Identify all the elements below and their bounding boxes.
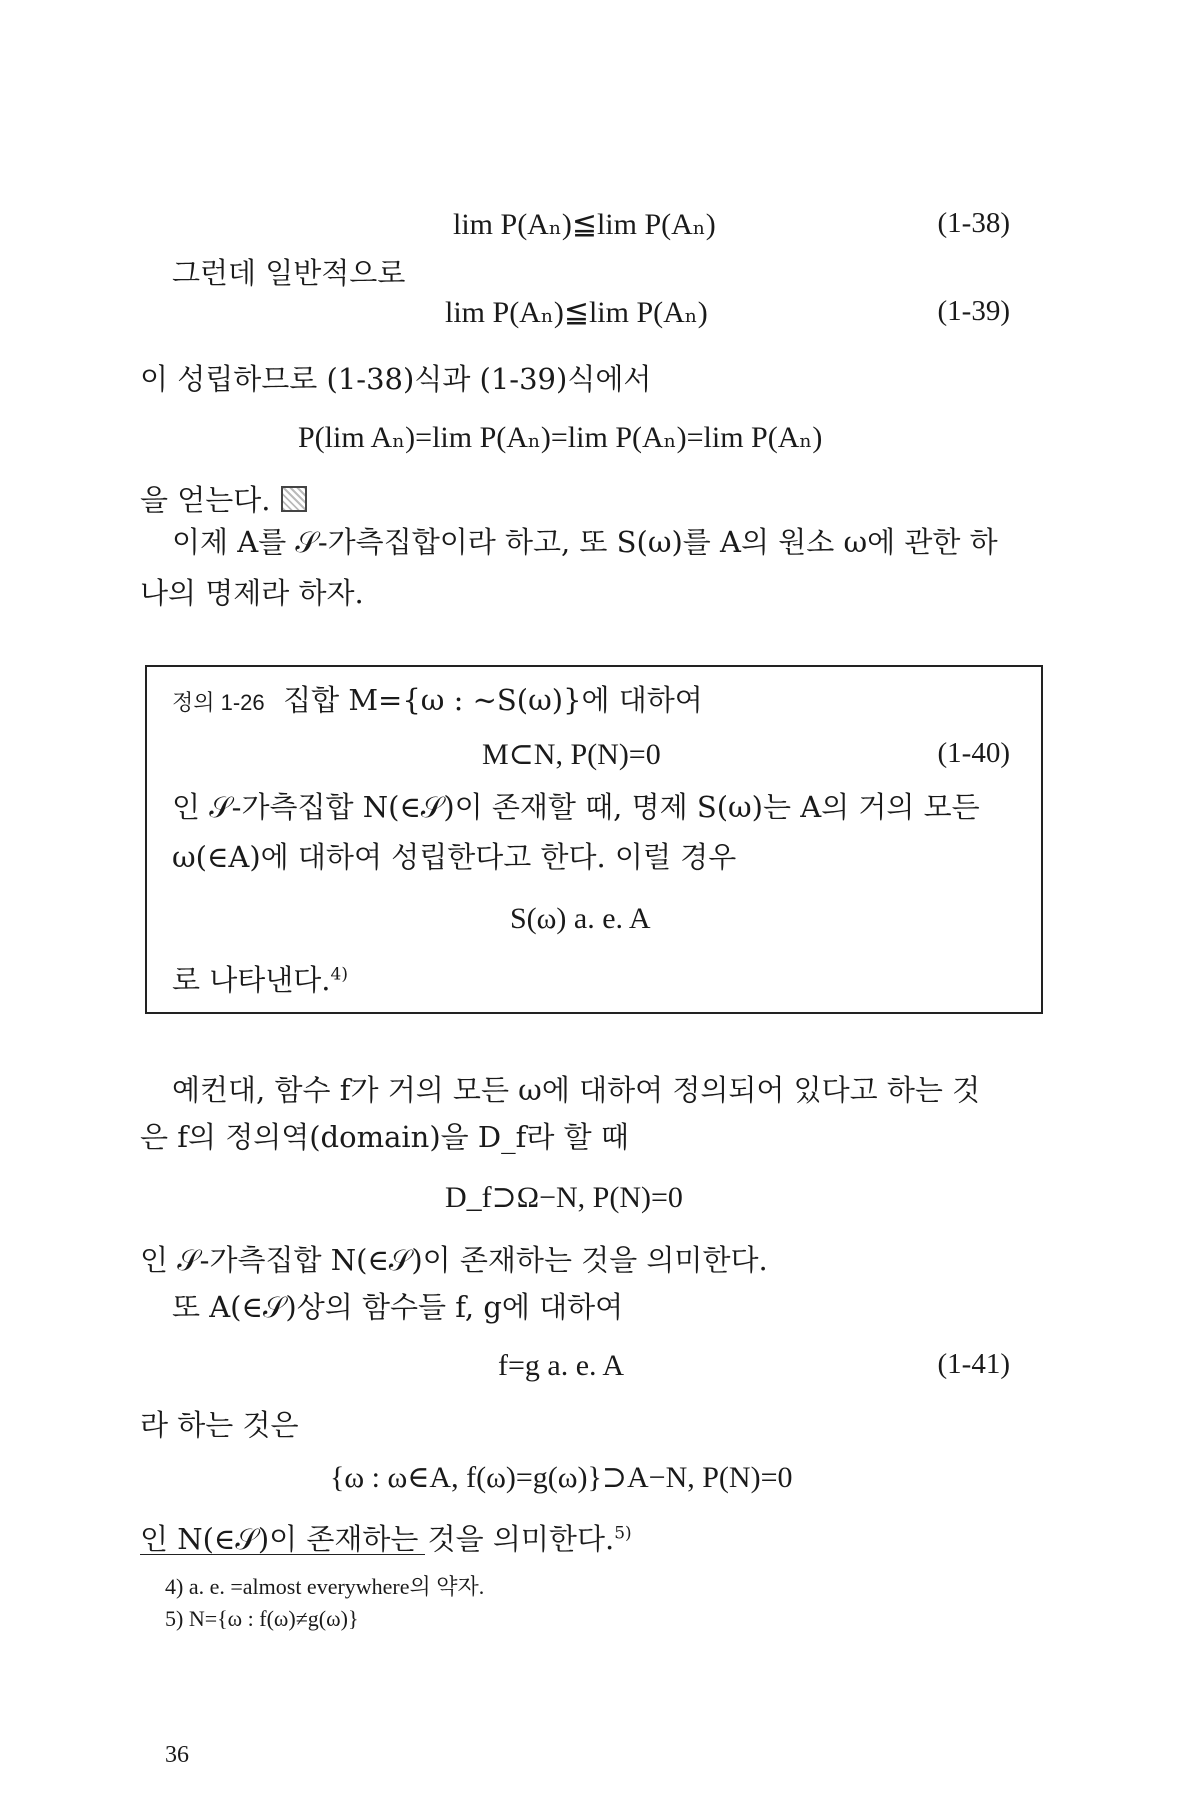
text-line: 이 성립하므로 (1-38)식과 (1-39)식에서	[140, 362, 652, 396]
equation-domain: D_f⊃Ω−N, P(N)=0	[445, 1181, 683, 1214]
text-line: 은 f의 정의역(domain)을 D_f라 할 때	[140, 1120, 629, 1154]
equation-number-1-39: (1-39)	[937, 295, 1010, 327]
text-line	[140, 1522, 632, 1557]
text-line: 그런데 일반적으로	[172, 256, 406, 290]
text-fragment: 인 N(∈𝒮)이 존재하는 것을 의미한다.	[140, 1522, 615, 1556]
page-number: 36	[165, 1742, 189, 1768]
text-line	[140, 483, 307, 518]
definition-head-text: 집합 M={ω : ∼S(ω)}에 대하여	[283, 683, 703, 717]
equation-number-1-41: (1-41)	[937, 1348, 1010, 1380]
equation-1-40: M⊂N, P(N)=0	[482, 738, 661, 771]
definition-tail	[172, 963, 348, 998]
equation-number-1-40: (1-40)	[937, 737, 1010, 769]
definition-body-line: 인 𝒮-가측집합 N(∈𝒮)이 존재할 때, 명제 S(ω)는 A의 거의 모든	[172, 790, 980, 824]
definition-label: 정의 1-26	[172, 690, 265, 715]
footnote-5: 5) N={ω : f(ω)≠g(ω)}	[165, 1606, 359, 1631]
text-line: 인 𝒮-가측집합 N(∈𝒮)이 존재하는 것을 의미한다.	[140, 1243, 768, 1277]
definition-tail-text: 로 나타낸다.	[172, 963, 331, 997]
text-line: 또 A(∈𝒮)상의 함수들 f, g에 대하여	[172, 1290, 624, 1324]
footnote-divider	[140, 1554, 425, 1555]
equation-number-1-38: (1-38)	[937, 207, 1010, 239]
equation-set: {ω : ω∈A, f(ω)=g(ω)}⊃A−N, P(N)=0	[330, 1461, 793, 1494]
definition-heading	[172, 683, 703, 718]
equation-1-41: f=g a. e. A	[498, 1349, 625, 1382]
text-line: 나의 명제라 하자.	[140, 576, 364, 610]
equation-ae: S(ω) a. e. A	[510, 902, 651, 935]
footnote-mark: 4)	[330, 964, 348, 985]
footnote-mark: 5)	[614, 1523, 632, 1544]
text-line: 이제 A를 𝒮-가측집합이라 하고, 또 S(ω)를 A의 원소 ω에 관한 하	[172, 525, 998, 559]
text-fragment: 을 얻는다.	[140, 483, 271, 517]
definition-body-line: ω(∈A)에 대하여 성립한다고 한다. 이럴 경우	[172, 840, 737, 874]
text-line: 예컨대, 함수 f가 거의 모든 ω에 대하여 정의되어 있다고 하는 것	[172, 1073, 981, 1107]
equation-1-39: lim P(Aₙ)≦lim P(Aₙ)	[445, 296, 708, 329]
qed-icon	[281, 486, 307, 512]
equation-limit: P(lim Aₙ)=lim P(Aₙ)=lim P(Aₙ)=lim P(Aₙ)	[298, 421, 823, 454]
text-line: 라 하는 것은	[140, 1408, 299, 1442]
equation-1-38: lim P(Aₙ)≦lim P(Aₙ)	[453, 208, 716, 241]
footnote-4: 4) a. e. =almost everywhere의 약자.	[165, 1574, 485, 1599]
